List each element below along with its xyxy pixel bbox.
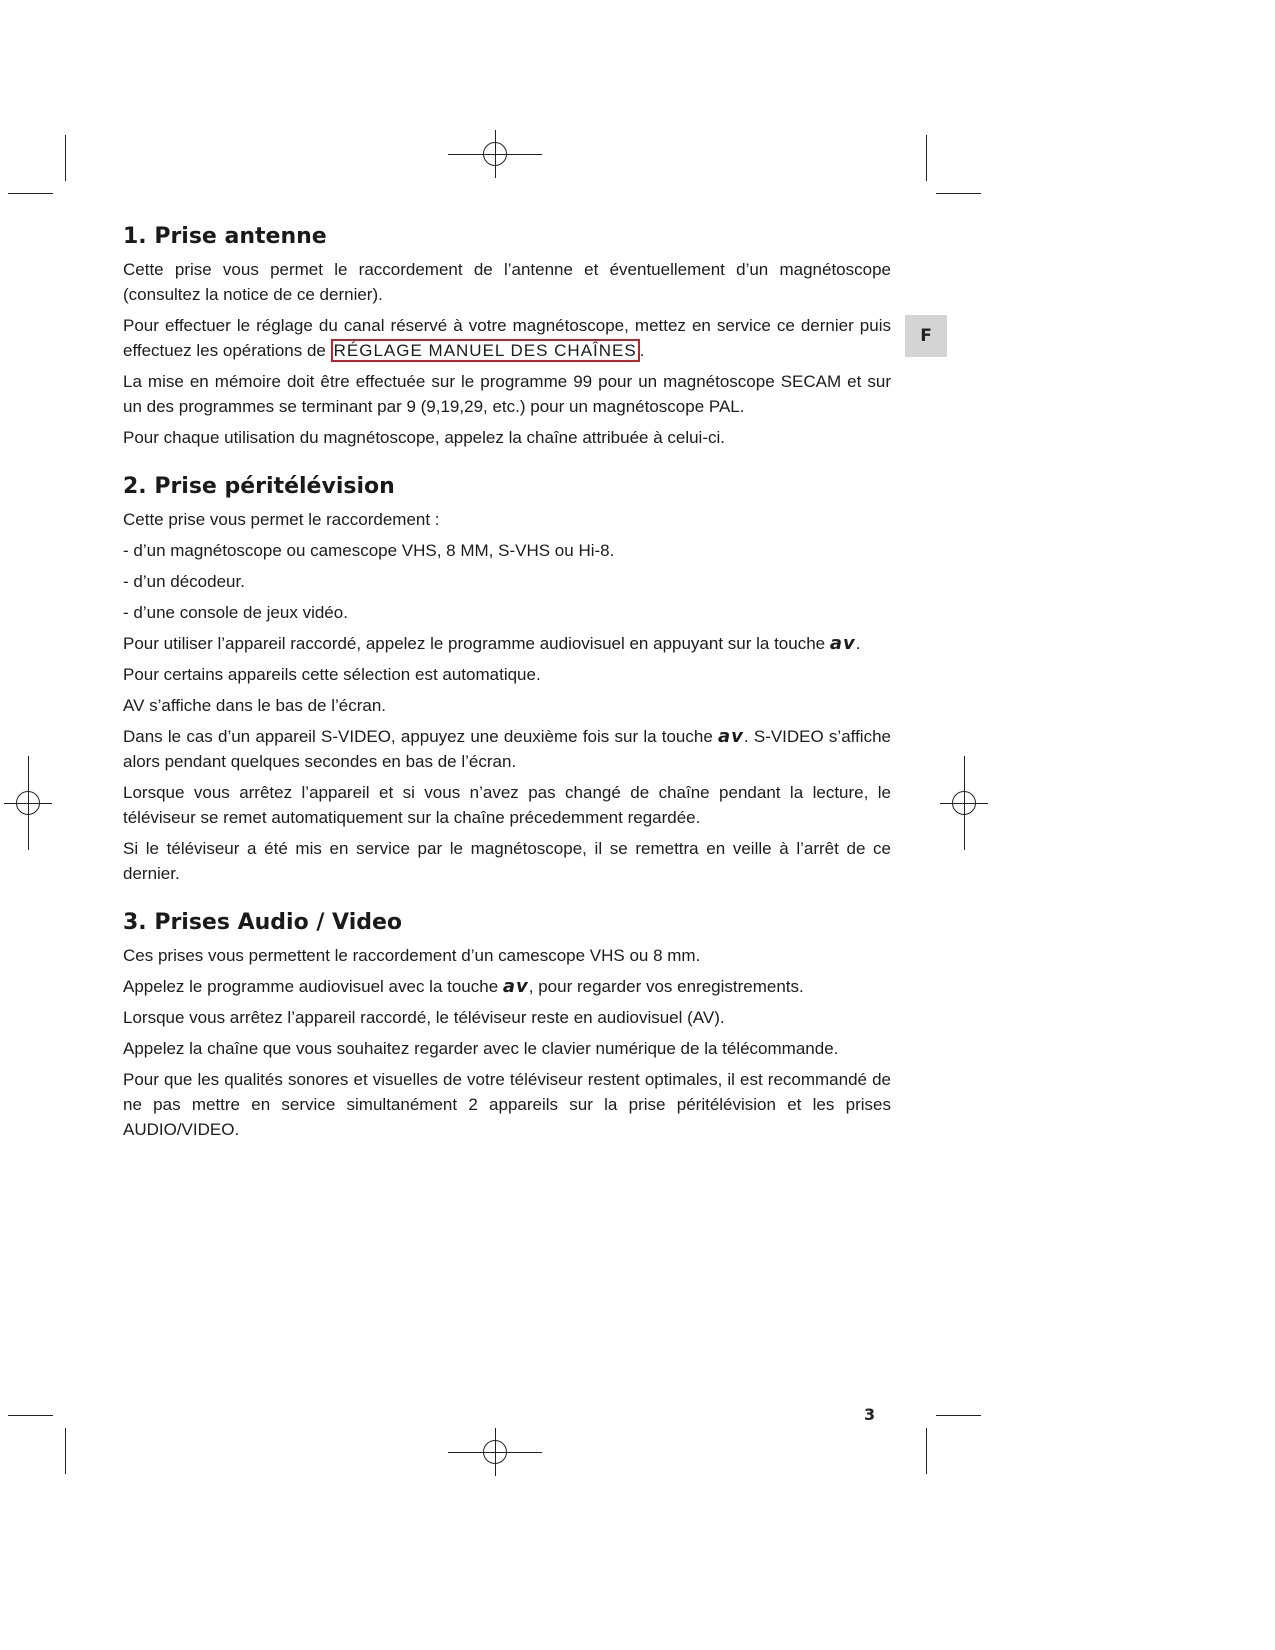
paragraph: Pour que les qualités sonores et visuelles de votre téléviseur restent optimales, il est recommandé de ne pas mettre en service simultanément 2 appareils sur la prise péritélévision et les prises AUDIO/VIDEO. bbox=[123, 1070, 891, 1139]
reglage-manuel-link[interactable]: RÉGLAGE MANUEL DES CHAÎNES bbox=[331, 339, 640, 362]
section-prises-audio-video bbox=[123, 910, 891, 1142]
paragraph: AV s’affiche dans le bas de l’écran. bbox=[123, 696, 387, 715]
section-title: 2. Prise péritélévision bbox=[123, 474, 395, 499]
paragraph: Pour chaque utilisation du magnétoscope, appelez la chaîne attribuée à celui-ci. bbox=[123, 428, 725, 447]
section-title: 1. Prise antenne bbox=[123, 224, 327, 249]
content-column bbox=[123, 224, 891, 1166]
registration-mark-left bbox=[4, 756, 52, 850]
paragraph: Appelez la chaîne que vous souhaitez regarder avec le clavier numérique de la télécommande. bbox=[123, 1039, 839, 1058]
paragraph: Si le téléviseur a été mis en service par le magnétoscope, il se remettra en veille à l’arrêt de ce dernier. bbox=[123, 839, 891, 883]
crop-mark-bottom-left-v bbox=[65, 1428, 66, 1474]
section-title: 3. Prises Audio / Video bbox=[123, 910, 403, 935]
page-number: 3 bbox=[864, 1405, 876, 1424]
paragraph: Lorsque vous arrêtez l’appareil raccordé, le téléviseur reste en audiovisuel (AV). bbox=[123, 1008, 725, 1027]
paragraph: Cette prise vous permet le raccordement : bbox=[123, 510, 440, 529]
av-key-icon: av bbox=[829, 633, 856, 654]
crop-mark-bottom-right-v bbox=[926, 1428, 927, 1474]
crop-mark-top-right-v bbox=[926, 135, 927, 181]
crop-mark-bottom-right-h bbox=[936, 1415, 981, 1416]
paragraph: Dans le cas d’un appareil S-VIDEO, appuyez une deuxième fois sur la touche av. S-VIDEO s’affiche alors pendant quelques secondes en bas de l’écran. bbox=[123, 726, 891, 771]
list-item: - d’un magnétoscope ou camescope VHS, 8 MM, S-VHS ou Hi-8. bbox=[123, 541, 615, 560]
registration-mark-top bbox=[448, 130, 542, 178]
paragraph: Pour certains appareils cette sélection est automatique. bbox=[123, 665, 541, 684]
section-prise-antenne bbox=[123, 224, 891, 450]
registration-mark-bottom bbox=[448, 1428, 542, 1476]
crop-mark-top-left-v bbox=[65, 135, 66, 181]
paragraph: Cette prise vous permet le raccordement de l’antenne et éventuellement d’un magnétoscope (consultez la notice de ce dernier). bbox=[123, 260, 891, 304]
crop-mark-top-right-h bbox=[936, 193, 981, 194]
language-tab: F bbox=[905, 315, 947, 357]
crop-mark-top-left-h bbox=[8, 193, 53, 194]
section-prise-peritelevision bbox=[123, 474, 891, 886]
paragraph: Appelez le programme audiovisuel avec la touche av, pour regarder vos enregistrements. bbox=[123, 976, 804, 997]
av-key-icon: av bbox=[502, 976, 529, 997]
list-item: - d’un décodeur. bbox=[123, 572, 245, 591]
paragraph: Ces prises vous permettent le raccordement d’un camescope VHS ou 8 mm. bbox=[123, 946, 701, 965]
registration-mark-right bbox=[940, 756, 988, 850]
paragraph: Pour utiliser l’appareil raccordé, appelez le programme audiovisuel en appuyant sur la touche av. bbox=[123, 633, 861, 654]
crop-mark-bottom-left-h bbox=[8, 1415, 53, 1416]
paragraph: La mise en mémoire doit être effectuée sur le programme 99 pour un magnétoscope SECAM et sur un des programmes se terminant par 9 (9,19,29, etc.) pour un magnétoscope PAL. bbox=[123, 372, 891, 416]
av-key-icon: av bbox=[718, 726, 744, 747]
paragraph: Pour effectuer le réglage du canal réservé à votre magnétoscope, mettez en service ce dernier puis effectuez les opérations de RÉGLAGE MANUEL DES CHAÎNES . bbox=[123, 316, 891, 360]
list-item: - d’une console de jeux vidéo. bbox=[123, 603, 348, 622]
paragraph: Lorsque vous arrêtez l’appareil et si vous n’avez pas changé de chaîne pendant la lecture, le téléviseur se remet automatiquement sur la chaîne précedemment regardée. bbox=[123, 783, 891, 827]
